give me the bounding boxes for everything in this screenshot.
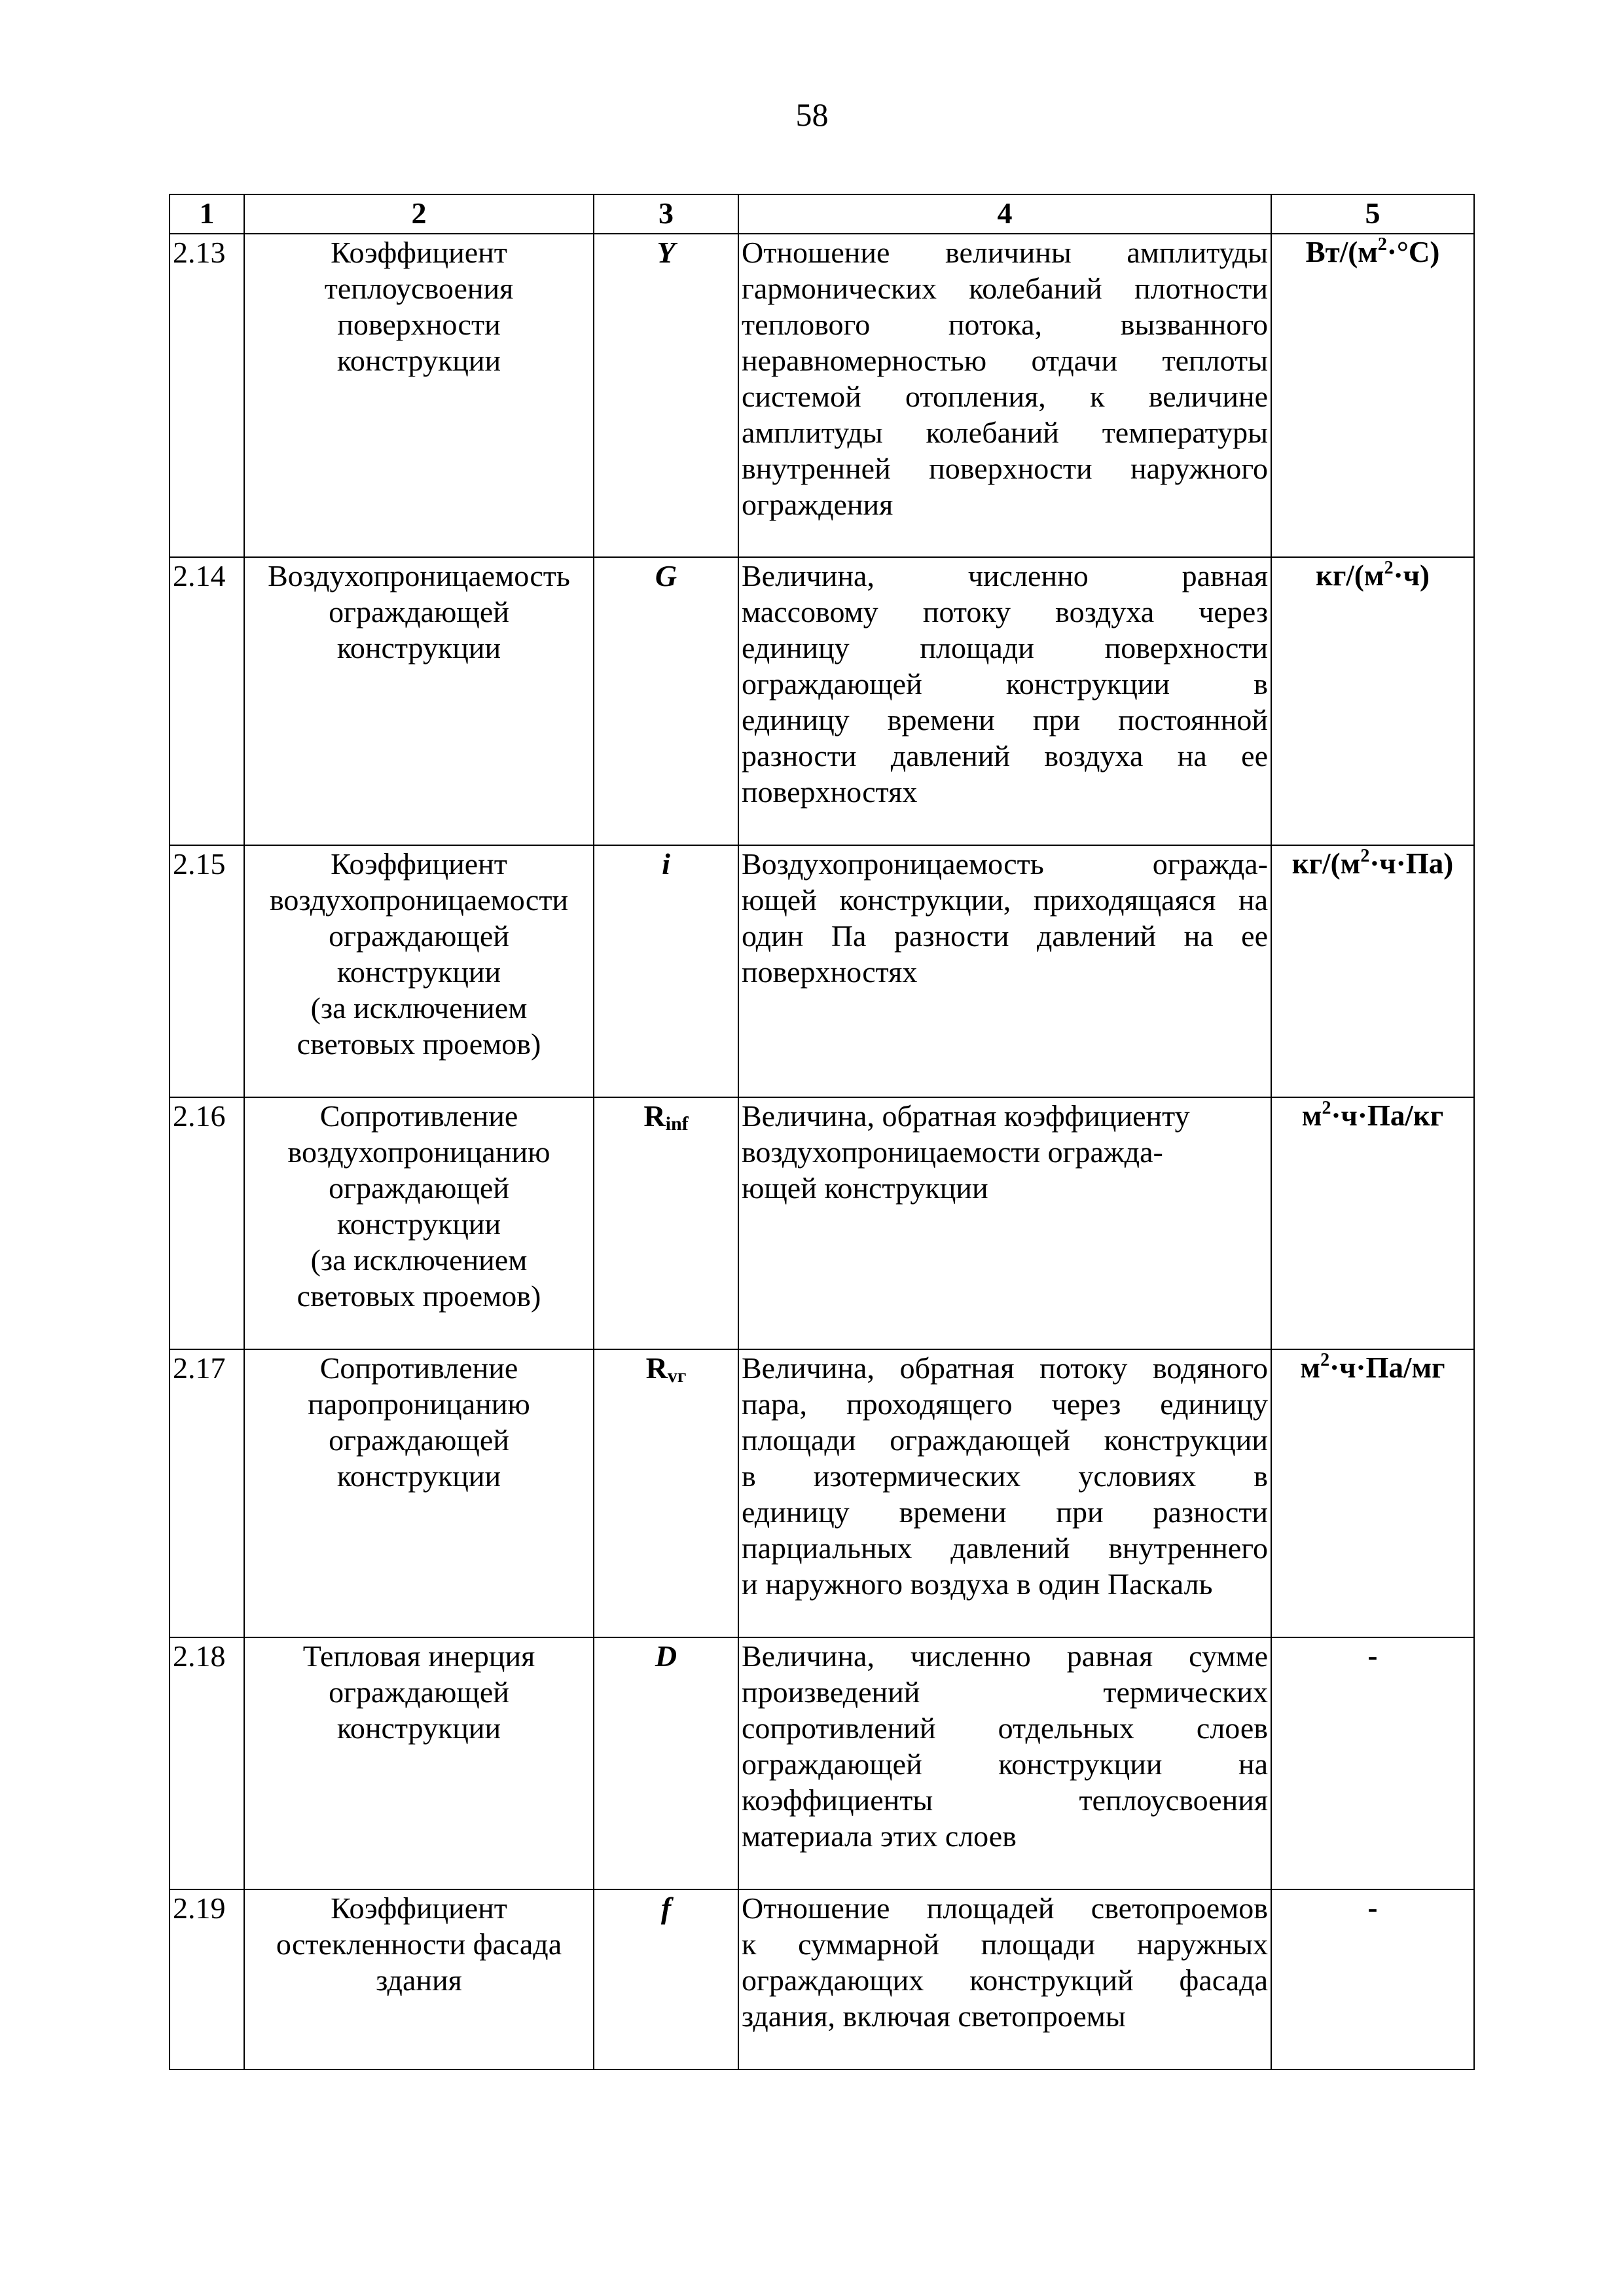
definition-line: Воздухопроницаемость огражда- [742,847,1268,881]
term-number: 2.13 [170,234,244,557]
definition-line: Отношение площадей светопроемов [742,1891,1268,1925]
unit-base: м [1301,1099,1322,1132]
term-definition [738,234,1271,557]
term-definition [738,1889,1271,2069]
definition-line: ограждающих конструкций фасада [742,1963,1268,1997]
header-cell: 5 [1271,194,1474,234]
definition-line: Величина, численно равная сумме [742,1639,1268,1673]
term-definition [738,1097,1271,1349]
definition-line: в изотермических условиях в [742,1459,1268,1493]
term-name-line: теплоусвоения [324,272,514,305]
header-cell: 4 [738,194,1271,234]
header-cell: 3 [594,194,738,234]
definition-line: ющей конструкции, приходящаяся на [742,883,1268,917]
header-cell: 1 [170,194,244,234]
term-unit [1271,557,1474,845]
term-name-line: конструкции [336,631,501,665]
term-name-line: (за исключением [310,991,528,1025]
definition-line: разности давлений воздуха на ее [742,739,1268,773]
header-row [170,194,1474,234]
term-symbol [594,557,738,845]
definition-line: единицу времени при постоянной [742,703,1268,737]
term-number: 2.15 [170,845,244,1097]
term-name [244,1889,594,2069]
term-name-line: световых проемов) [297,1027,541,1061]
term-symbol [594,845,738,1097]
table-row [170,1889,1474,2069]
symbol-main: D [655,1639,677,1673]
term-name-line: Коэффициент [331,236,507,269]
definition-line: единицу времени при разности [742,1495,1268,1529]
definition-line: внутренней поверхности наружного [742,452,1268,485]
term-name-line: конструкции [336,1711,501,1745]
table-row [170,845,1474,1097]
definition-line: площади ограждающей конструкции [742,1423,1268,1457]
definition-line: парциальных давлений внутреннего [742,1531,1268,1565]
unit-rest: ·ч·Па/мг [1329,1351,1445,1384]
term-name-line: Воздухопроницаемость [268,559,570,592]
unit-exponent: 2 [1360,846,1370,866]
definition-line: поверхностях [742,775,918,809]
term-name-line: Сопротивление [319,1351,518,1385]
definition-line: к суммарной площади наружных [742,1927,1268,1961]
symbol-subscript: inf [665,1113,689,1135]
term-unit [1271,234,1474,557]
terms-body [170,234,1474,2069]
symbol-main: R [645,1351,668,1385]
definition-line: единицу площади поверхности [742,631,1268,665]
term-name-line: остекленности фасада [276,1927,562,1961]
unit-base: - [1367,1891,1378,1924]
definition-line: воздухопроницаемости огражда- [742,1135,1163,1169]
table-row [170,234,1474,557]
term-name-line: (за исключением [310,1243,528,1277]
symbol-main: f [660,1891,672,1925]
term-name-line: паропроницанию [308,1387,530,1421]
term-name-line: ограждающей [329,919,509,953]
table-row [170,557,1474,845]
term-unit [1271,1889,1474,2069]
term-name-line: воздухопроницаемости [269,883,569,917]
symbol-main: i [662,847,670,881]
term-name-line: воздухопроницанию [287,1135,550,1169]
term-name-line: здания [376,1963,462,1997]
definition-line: системой отопления, к величине [742,380,1268,413]
unit-base: Вт/(м [1305,236,1378,268]
definition-line: Величина, обратная коэффициенту [742,1099,1190,1133]
definition-line: гармонических колебаний плотности [742,272,1268,305]
definition-line: ограждения [742,488,893,521]
definition-line: Отношение величины амплитуды [742,236,1268,269]
term-name-line: конструкции [336,1207,501,1241]
term-unit [1271,1349,1474,1637]
header-cell: 2 [244,194,594,234]
unit-base: м [1300,1351,1321,1384]
term-number: 2.18 [170,1637,244,1889]
term-unit [1271,1637,1474,1889]
unit-exponent: 2 [1322,1098,1331,1118]
definition-line: коэффициенты теплоусвоения [742,1783,1268,1817]
definition-line: материала этих слоев [742,1819,1017,1853]
definition-line: поверхностях [742,955,918,989]
definition-line: массовому потоку воздуха через [742,595,1268,629]
definition-line: пара, проходящего через единицу [742,1387,1268,1421]
term-name-line: конструкции [336,1459,501,1493]
symbol-main: G [655,559,677,592]
unit-base: кг/(м [1291,847,1361,880]
definition-line: теплового потока, вызванного [742,308,1268,341]
term-symbol [594,1349,738,1637]
symbol-subscript: vг [667,1365,687,1387]
term-number: 2.16 [170,1097,244,1349]
term-definition [738,1637,1271,1889]
term-symbol [594,1097,738,1349]
term-name-line: ограждающей [329,1423,509,1457]
unit-rest: ·ч·Па/кг [1331,1099,1444,1132]
unit-base: кг/(м [1316,559,1384,592]
page-number: 58 [795,96,829,133]
definition-line: один Па разности давлений на ее [742,919,1268,953]
terms-table [169,194,1475,2070]
definition-line: Величина, численно равная [742,559,1268,592]
term-definition [738,845,1271,1097]
term-name-line: ограждающей [329,1675,509,1709]
definition-line: здания, включая светопроемы [742,1999,1126,2033]
table-row [170,1097,1474,1349]
term-unit [1271,1097,1474,1349]
unit-exponent: 2 [1320,1350,1330,1370]
definition-line: амплитуды колебаний температуры [742,416,1268,449]
definition-line: Величина, обратная потоку водяного [742,1351,1268,1385]
term-name [244,1097,594,1349]
definition-line: произведений термических [742,1675,1268,1709]
term-name [244,234,594,557]
term-unit [1271,845,1474,1097]
term-name-line: Коэффициент [331,847,507,881]
symbol-main: R [643,1099,666,1133]
unit-base: - [1367,1639,1378,1672]
term-name-line: конструкции [336,344,501,377]
term-name [244,1349,594,1637]
definition-line: сопротивлений отдельных слоев [742,1711,1268,1745]
term-name-line: Тепловая инерция [302,1639,535,1673]
term-name [244,1637,594,1889]
definition-line: ограждающей конструкции в [742,667,1268,701]
term-name-line: конструкции [336,955,501,989]
term-definition [738,1349,1271,1637]
definition-line: неравномерностью отдачи теплоты [742,344,1268,377]
term-name-line: поверхности [337,308,501,341]
table-row [170,1637,1474,1889]
term-name [244,845,594,1097]
unit-exponent: 2 [1384,558,1394,578]
unit-rest: ·°С) [1386,236,1440,268]
term-name-line: ограждающей [329,595,509,629]
definition-line: ограждающей конструкции на [742,1747,1268,1781]
term-name-line: Коэффициент [331,1891,507,1925]
term-symbol [594,1637,738,1889]
table-row [170,1349,1474,1637]
unit-rest: ·ч) [1393,559,1430,592]
symbol-main: Y [657,236,676,269]
term-symbol [594,1889,738,2069]
term-definition [738,557,1271,845]
term-name [244,557,594,845]
definition-line: и наружного воздуха в один Паскаль [742,1567,1213,1601]
unit-exponent: 2 [1377,234,1387,255]
term-name-line: ограждающей [329,1171,509,1205]
term-number: 2.17 [170,1349,244,1637]
term-name-line: световых проемов) [297,1279,541,1313]
term-number: 2.14 [170,557,244,845]
unit-rest: ·ч·Па) [1369,847,1454,880]
term-symbol [594,234,738,557]
definition-line: ющей конструкции [742,1171,988,1205]
term-number: 2.19 [170,1889,244,2069]
term-name-line: Сопротивление [319,1099,518,1133]
